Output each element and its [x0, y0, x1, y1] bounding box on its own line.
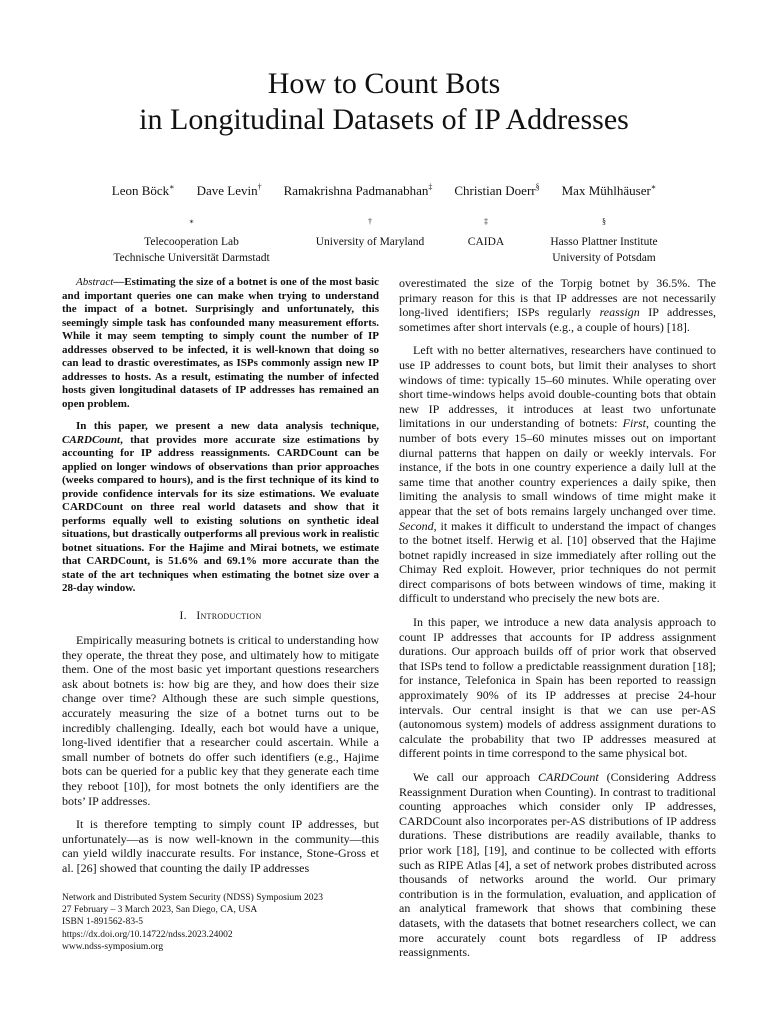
author: Dave Levin†	[196, 182, 262, 198]
body-paragraph: In this paper, we introduce a new data analysis approach to count IP addresses that accounts for IP address assignment durations. Our approach builds off of prior work that observed that ISPs tend to follow a predictable reassignment duration [18]; for instance, Telefonica in Spain has been reported to reassign approximately 90% of its IP addresses at precise 24-hour intervals. Our central insight is that we can use per-AS (autonomous system) models of address assignment durations to calculate the probability that two IP addresses measured at different points in time correspond to the same physical bot.	[399, 615, 716, 761]
section-heading: I. Introduction	[179, 609, 262, 622]
body-paragraph: Empirically measuring botnets is critical to understanding how they operate, the threat they pose, and ultimately how to mitigate them. One of the most basic yet important questions researchers ask about botnets is: how big are they, and how does their size change over time? Although these are such simple questions, accurately measuring the size of a botnet turns out to be incredibly challenging. Ideally, each bot would have a unique, long-lived identifier that a researcher could ascertain. While a small number of botnets do offer such identifiers (e.g., Hajime bots can be queried for a public key that they generate each time they reboot [10]), for most botnets the only identifiers are the bots’ IP addresses.	[62, 633, 379, 808]
body-paragraph: overestimated the size of the Torpig botnet by 36.5%. The primary reason for this is that IP addresses are not necessarily long-lived identifiers; ISPs regularly reassign IP addresses, sometimes after short intervals (e.g., a couple of hours) [18].	[399, 276, 716, 334]
abstract-paragraph: In this paper, we present a new data analysis technique, CARDCount, that provides more accurate size estimations by accounting for IP address reassignments. CARDCount can be applied on longer windows of observations than prior approaches (weeks compared to hours), and is the first technique of its kind to provide confidence intervals for its size estimations. We evaluate CARDCount on three real world datasets and show that it performs equally well to existing solutions on synthetic ideal situations, but drastically outperforms all previous work in realistic botnet situations. For the Hajime and Mirai botnets, we estimate that CARDCount, is 51.6% and 69.1% more accurate than the state of the art techniques when estimating the botnet size over a 28-day window.	[62, 420, 379, 594]
right-column	[399, 276, 716, 960]
author: Leon Böck∗	[111, 182, 175, 198]
author: Christian Doerr§	[454, 182, 540, 198]
affiliation: § Hasso Plattner Institute University of Potsdam	[550, 217, 658, 264]
body-paragraph: We call our approach CARDCount (Considering Address Reassignment Duration when Counting). In contrast to traditional counting approaches which consider only IP addresses, CARDCount also incorporates per-AS distributions of IP address durations. These distributions are readily available, thanks to prior work [18], [19], and continue to be collected with efforts such as RIPE Atlas [4], a set of network probes distributed across thousands of networks around the world. Our primary contribution is in the formulation, evaluation, and application of an analytical framework that shows that combining these datasets, with the datasets that botnet researchers collect, we can more accurately count bots regardless of IP address reassignments.	[399, 770, 717, 960]
affiliation: ∗ Telecooperation Lab Technische Universität Darmstadt	[113, 217, 270, 264]
author: Ramakrishna Padmanabhan‡	[283, 182, 433, 198]
left-column	[62, 276, 379, 876]
paper-title	[0, 66, 768, 138]
author: Max Mühlhäuser∗	[561, 182, 657, 198]
author-list	[0, 183, 768, 199]
abstract-paragraph: Abstract—Estimating the size of a botnet is one of the most basic and important queries one can make when trying to understand the impact of a botnet. Surprisingly and unfortunately, this seemingly simple task has confounded many measurement efforts. While it may seem tempting to simply count the number of IP addresses observed to be infected, it is well-known that doing so can lead to drastic overestimates, as ISPs commonly assign new IP addresses to hosts. As a result, estimating the number of infected hosts given longitudinal datasets of IP addresses has remained an open problem.	[62, 276, 379, 410]
title-line-1: How to Count Bots	[267, 67, 501, 100]
title-line-2: in Longitudinal Datasets of IP Addresses	[139, 103, 629, 136]
abstract-label: Abstract	[76, 276, 114, 288]
body-paragraph: Left with no better alternatives, researchers have continued to use IP addresses to count bots, but limit their analyses to short windows of time: typically 15–60 minutes. While operating over short time-windows helps avoid double-counting bots that obtain new IP addresses, it introduces at least two unfortunate limitations in our understanding of botnets: First, counting the number of bots every 15–60 minutes misses out on important diurnal patterns that happen on daily or weekly intervals. For instance, if the bots in one country experience a daily lull at the same time that another country experiences a daily spike, then limiting the analysis to small windows of time might make it appear that the set of bots remains largely unchanged over time. Second, it makes it difficult to understand the impact of changes to the botnet itself. Herwig et al. [10] observed that the Hajime botnet rapidly increased in size immediately after rolling out the Chimay Red exploit. However, prior techniques do not permit direct comparisons of bots between windows of time, making it difficult to understand who precisely the new bots are.	[399, 343, 716, 606]
doi-link[interactable]: https://dx.doi.org/10.14722/ndss.2023.24002	[62, 929, 233, 940]
affiliation: † University of Maryland	[315, 217, 425, 248]
conference-footer: Network and Distributed System Security (NDSS) Symposium 2023 27 February – 3 March 2023, San Diego, CA, USA ISBN 1-891562-83-5 https://dx.doi.org/10.14722/ndss.2023.24002 www.ndss-symposium.org	[62, 892, 379, 953]
affiliation: ‡ CAIDA	[467, 217, 505, 248]
website-link[interactable]: www.ndss-symposium.org	[62, 941, 164, 952]
body-paragraph: It is therefore tempting to simply count IP addresses, but unfortunately—as is now well-known in the community—this can yield wildly inaccurate results. For instance, Stone-Gross et al. [26] showed that counting the daily IP addresses	[62, 817, 379, 875]
